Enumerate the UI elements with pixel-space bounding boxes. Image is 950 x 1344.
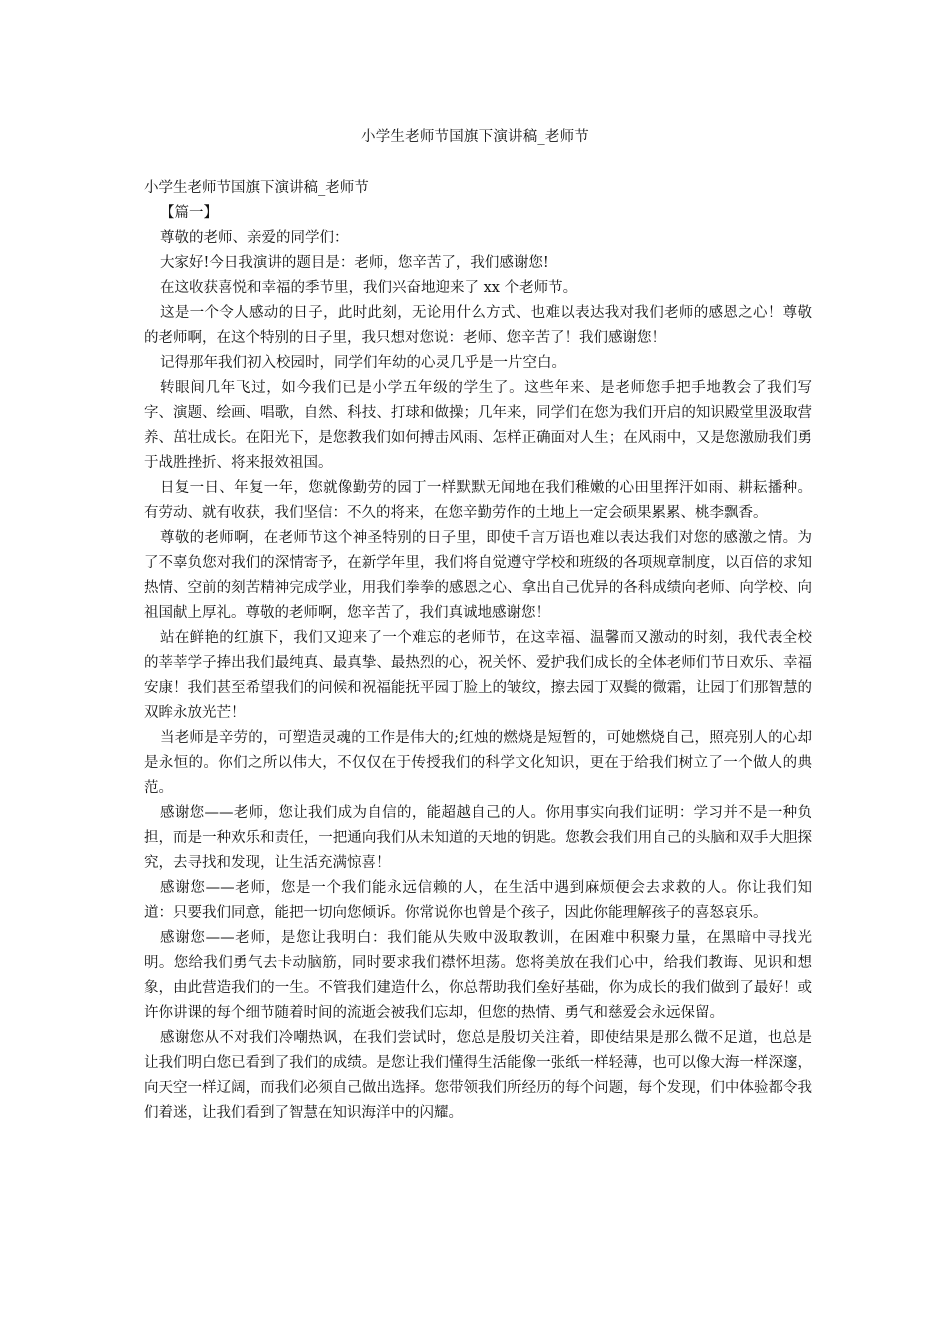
paragraph: 感谢您——老师，是您让我明白：我们能从失败中汲取教训，在困难中积聚力量，在黑暗中寻找光明。您给我们勇气去卡动脑筋，同时要求我们襟怀坦荡。您将美放在我们心中，给我们教诲、见识和想象，由此营造我们的一生。不管我们建造什么，你总帮助我们垒好基础，你为成长的我们做到了最好！或许你讲课的每个细节随着时间的流逝会被我们忘却，但您的热情、勇气和慈爱会永远保留。	[144, 930, 812, 1021]
paragraph-greeting: 尊敬的老师、亲爱的同学们：	[160, 230, 349, 246]
paragraph: 站在鲜艳的红旗下，我们又迎来了一个难忘的老师节，在这幸福、温馨而又激动的时刻，我代表全校的莘莘学子捧出我们最纯真、最真挚、最热烈的心，祝关怀、爱护我们成长的全体老师们节日欢乐、幸福安康！我们甚至希望我们的问候和祝福能抚平园丁脸上的皱纹，擦去园丁双鬓的微霜，让园丁们那智慧的双眸永放光芒！	[144, 630, 812, 721]
paragraph: 感谢您——老师，您让我们成为自信的，能超越自己的人。你用事实向我们证明：学习并不是一种负担，而是一种欢乐和责任，一把通向我们从未知道的天地的钥匙。您教会我们用自己的头脑和双手大胆探究，去寻找和发现，让生活充满惊喜！	[144, 805, 812, 871]
paragraph: 这是一个令人感动的日子，此时此刻，无论用什么方式、也难以表达我对我们老师的感恩之心！尊敬的老师啊，在这个特别的日子里，我只想对您说：老师、您辛苦了！我们感谢您！	[144, 305, 812, 346]
paragraph: 日复一日、年复一年，您就像勤劳的园丁一样默默无闻地在我们稚嫩的心田里挥汗如雨、耕耘播种。有劳动、就有收获，我们坚信：不久的将来，在您辛勤劳作的土地上一定会硕果累累、桃李飘香。	[144, 480, 812, 521]
document-body	[144, 176, 812, 1126]
paragraph: 当老师是辛劳的，可塑造灵魂的工作是伟大的;红烛的燃烧是短暂的，可她燃烧自己，照亮别人的心却是永恒的。你们之所以伟大，不仅仅在于传授我们的科学文化知识，更在于给我们树立了一个做人的典范。	[144, 730, 812, 796]
paragraph: 感谢您从不对我们冷嘲热讽，在我们尝试时，您总是殷切关注着，即使结果是那么微不足道，也总是让我们明白您已看到了我们的成绩。是您让我们懂得生活能像一张纸一样轻薄，也可以像大海一样深邃，向天空一样辽阔，而我们必须自己做出选择。您带领我们所经历的每个问题，每个发现，们中体验都令我们着迷，让我们看到了智慧在知识海洋中的闪耀。	[144, 1030, 812, 1121]
document-subtitle: 小学生老师节国旗下演讲稿_老师节	[144, 180, 369, 196]
paragraph: 感谢您——老师，您是一个我们能永远信赖的人，在生活中遇到麻烦便会去求救的人。你让我们知道：只要我们同意，能把一切向您倾诉。你常说你也曾是个孩子，因此你能理解孩子的喜怒哀乐。	[144, 880, 812, 921]
page-title: 小学生老师节国旗下演讲稿_老师节	[361, 129, 589, 145]
paragraph: 尊敬的老师啊，在老师节这个神圣特别的日子里，即使千言万语也难以表达我们对您的感激之情。为了不辜负您对我们的深情寄予，在新学年里，我们将自觉遵守学校和班级的各项规章制度，以百倍的求知热情、空前的刻苦精神完成学业，用我们拳拳的感恩之心、拿出自己优异的各科成绩向老师、向学校、向祖国献上厚礼。尊敬的老师啊，您辛苦了，我们真诚地感谢您！	[144, 530, 812, 621]
section-label: 【篇一】	[160, 205, 218, 221]
paragraph-topic: 大家好!今日我演讲的题目是：老师，您辛苦了，我们感谢您!	[160, 255, 549, 271]
paragraph: 记得那年我们初入校园时，同学们年幼的心灵几乎是一片空白。	[160, 355, 566, 371]
paragraph: 在这收获喜悦和幸福的季节里，我们兴奋地迎来了 xx 个老师节。	[160, 280, 578, 296]
paragraph: 转眼间几年飞过，如今我们已是小学五年级的学生了。这些年来、是老师您手把手地教会了我们写字、演题、绘画、唱歌，自然、科技、打球和做操；几年来，同学们在您为我们开启的知识殿堂里汲取营养、茁壮成长。在阳光下，是您教我们如何搏击风雨、怎样正确面对人生；在风雨中，又是您激励我们勇于战胜挫折、将来报效祖国。	[144, 380, 812, 471]
